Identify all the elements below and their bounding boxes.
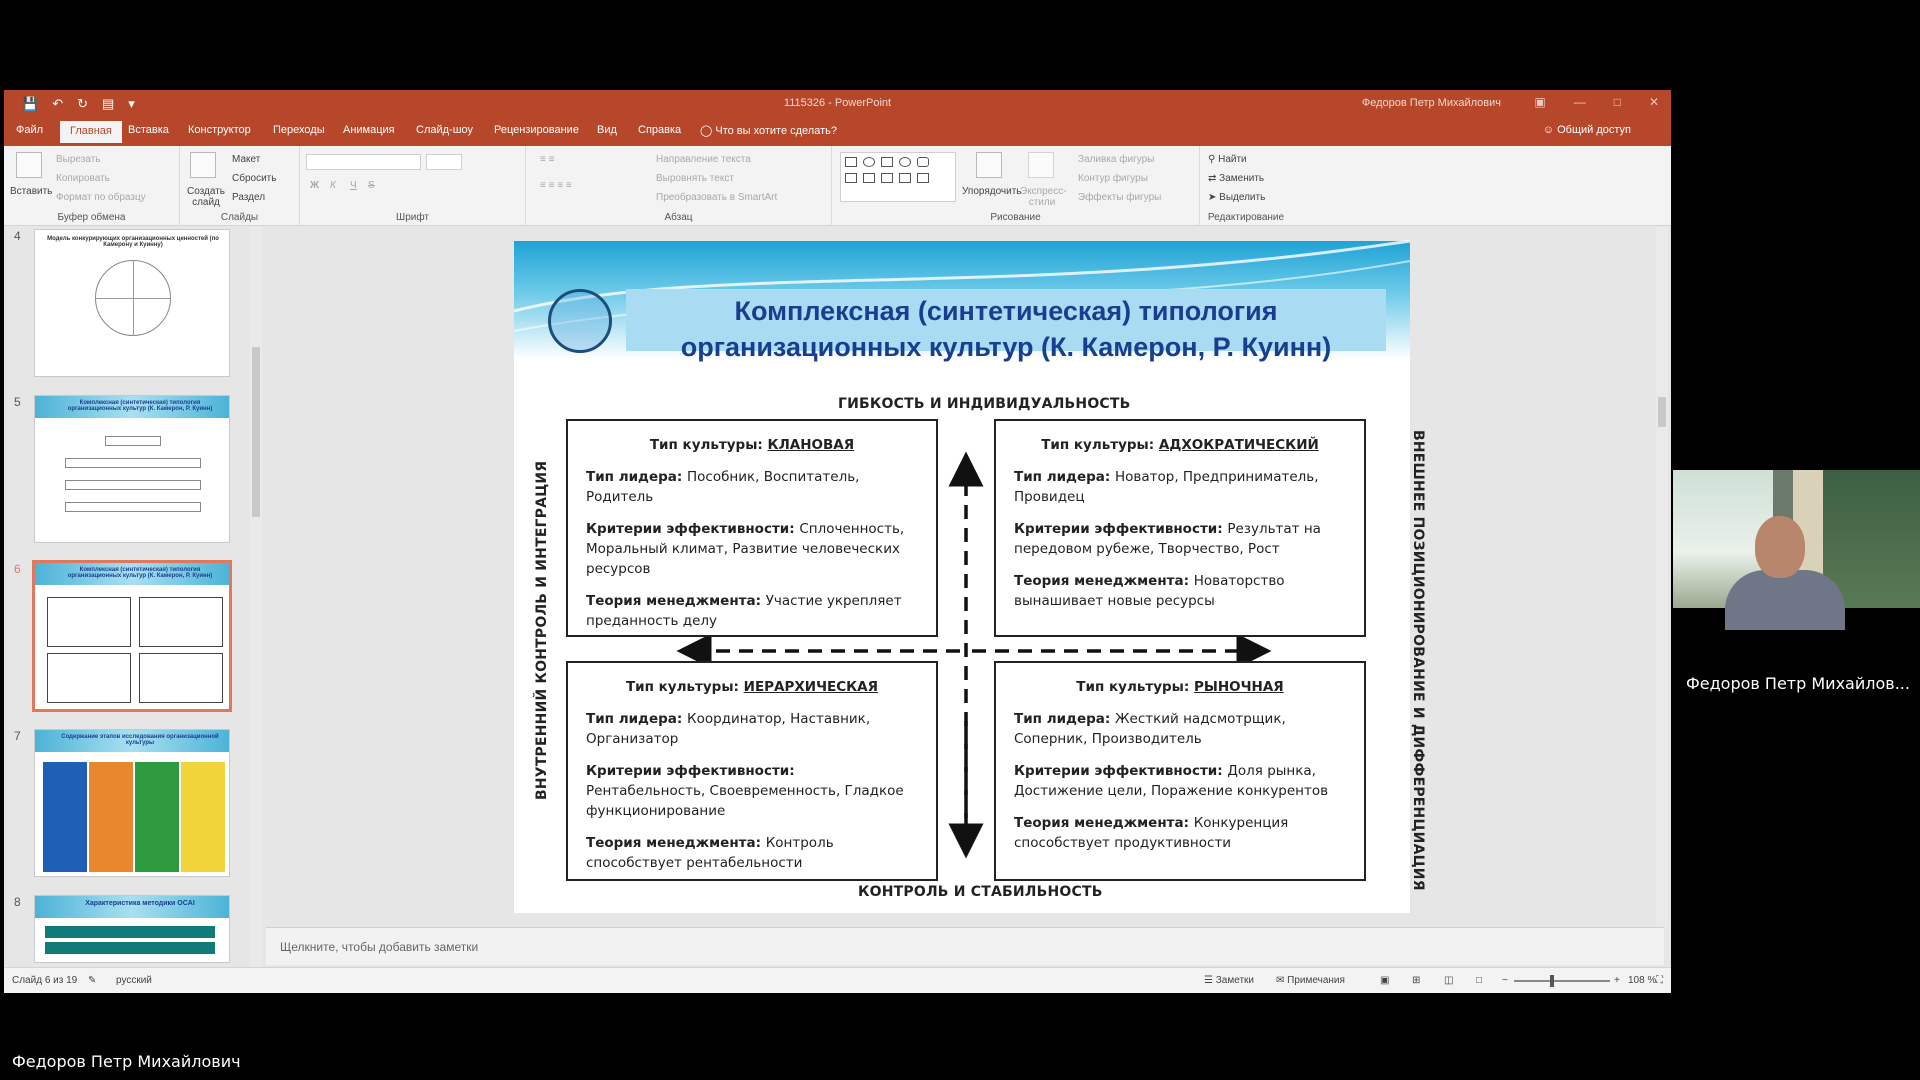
layout-button[interactable]: Макет [232,154,261,165]
zoom-level[interactable]: 108 % [1628,975,1657,986]
shape-fill-button[interactable]: Заливка фигуры [1078,154,1155,165]
new-slide-icon[interactable] [190,152,216,178]
slide-editing-area [266,227,1664,927]
maximize-icon[interactable]: □ [1613,95,1621,109]
quadrant-market[interactable] [994,661,1366,881]
slideshow-view-icon[interactable]: □ [1476,975,1483,986]
underline-button[interactable]: Ч [350,180,357,191]
comments-toggle[interactable]: ✉ Примечания [1276,975,1345,986]
window-controls [1534,95,1659,109]
bottom-axis-label: КОНТРОЛЬ И СТАБИЛЬНОСТЬ [858,884,1103,900]
tab-review[interactable]: Рецензирование [494,124,579,136]
participant-video-name: Федоров Петр Михайлов... [1686,674,1910,693]
clipboard-group-label: Буфер обмена [57,212,126,223]
slide-thumbnail-5[interactable] [34,395,230,543]
arrange-button[interactable]: Упорядочить [962,186,1022,197]
font-group [300,146,526,226]
reset-button[interactable]: Сбросить [232,173,277,184]
culture-type: Тип культуры: ИЕРАРХИЧЕСКАЯ [625,679,879,695]
copy-button[interactable]: Копировать [56,173,110,184]
font-name-select[interactable] [306,154,421,170]
customize-qat-icon[interactable]: ▾ [128,96,135,111]
thumbnail-title: Характеристика методики OCAI [85,900,195,907]
shape-outline-button[interactable]: Контур фигуры [1078,173,1148,184]
effectiveness-criteria: Критерии эффективности: Результат на передовом рубеже, Творчество, Рост [1014,521,1321,557]
powerpoint-window [4,90,1671,993]
lightbulb-icon: ◯ [700,125,716,137]
slide-sorter-icon[interactable]: ⊞ [1412,975,1421,986]
active-speaker-name: Федоров Петр Михайлович [12,1052,241,1071]
select-button[interactable]: ➤ Выделить [1208,192,1266,203]
tab-slideshow[interactable]: Слайд-шоу [416,124,474,136]
culture-type: Тип культуры: АДХОКРАТИЧЕСКИЙ [1041,437,1319,453]
slide-thumbnail-6-selected[interactable] [32,560,232,712]
paragraph-group [526,146,832,226]
leader-type: Тип лидера: Координатор, Наставник, Организатор [586,711,871,747]
find-button[interactable]: ⚲ Найти [1208,154,1247,165]
redo-icon[interactable]: ↻ [77,96,88,111]
paste-icon[interactable] [16,152,42,178]
tell-me-search[interactable]: ◯ Что вы хотите сделать? [700,125,837,137]
reading-view-icon[interactable]: ◫ [1444,975,1454,986]
culture-type: Тип культуры: РЫНОЧНАЯ [1076,679,1284,695]
thumbnail-number: 4 [14,229,21,243]
bullets-icon[interactable]: ≡ ≡ [540,154,555,165]
participant-video[interactable] [1673,470,1920,608]
tab-view[interactable]: Вид [597,124,617,136]
ribbon-tabs [4,118,1671,146]
convert-smartart-button[interactable]: Преобразовать в SmartArt [656,192,778,203]
ribbon-display-icon[interactable]: ▣ [1534,95,1546,109]
leader-type: Тип лидера: Пособник, Воспитатель, Родитель [586,469,860,505]
effectiveness-criteria: Критерии эффективности: Сплоченность, Моральный климат, Развитие человеческих ресурсов [586,521,905,577]
arrange-icon[interactable] [976,152,1002,178]
quick-styles-icon[interactable] [1028,152,1054,178]
align-icons[interactable]: ≡ ≡ ≡ ≡ [540,180,572,191]
quadrant-hierarchy[interactable] [566,661,938,881]
slides-group [180,146,300,226]
tab-animations[interactable]: Анимация [343,124,395,136]
scroll-thumb[interactable] [1658,397,1666,427]
thumbnail-number: 8 [14,895,21,909]
format-painter-button[interactable]: Формат по образцу [56,192,146,203]
close-icon[interactable]: ✕ [1648,95,1659,109]
document-title: 1115326 - PowerPoint [783,97,892,109]
cut-button[interactable]: Вырезать [56,154,101,165]
align-text-button[interactable]: Выровнять текст [656,173,734,184]
editing-group [1200,146,1292,226]
font-group-label: Шрифт [396,212,429,223]
effectiveness-criteria: Критерии эффективности: Доля рынка, Достижение цели, Поражение конкурентов [1014,763,1329,799]
thumbnail-title: Комплексная (синтетическая) типология организационных культур (К. Камерон, Р. Куинн) [67,567,213,579]
tab-file[interactable]: Файл [16,124,44,136]
zoom-slider[interactable] [1514,980,1610,982]
notes-pane[interactable] [266,927,1664,965]
slide-vertical-scrollbar[interactable] [1656,227,1668,927]
left-axis-label: ВНУТРЕННИЙ КОНТРОЛЬ И ИНТЕГРАЦИЯ [534,460,550,800]
management-theory: Теория менеджмента: Контроль способствует рентабельности [586,835,834,871]
normal-view-icon[interactable]: ▣ [1380,975,1390,986]
shape-effects-button[interactable]: Эффекты фигуры [1078,192,1162,203]
slide-thumbnails-pane [4,227,266,967]
tab-transitions[interactable]: Переходы [273,124,325,136]
undo-icon[interactable]: ↶ [52,96,64,111]
drawing-group [832,146,1200,226]
strikethrough-button[interactable]: S [368,180,375,191]
slide-thumbnail-4[interactable] [34,229,230,377]
slide-title[interactable]: Комплексная (синтетическая) типология организационных культур (К. Камерон, Р. Куинн) [680,296,1332,362]
clipboard-group [4,146,180,226]
zoom-slider-knob[interactable] [1550,975,1554,987]
paste-button[interactable]: Вставить [10,186,53,197]
account-user-name[interactable]: Федоров Петр Михайлович [1361,97,1501,109]
spellcheck-icon[interactable]: ✎ [88,975,97,986]
notes-placeholder[interactable]: Щелкните, чтобы добавить заметки [280,940,479,954]
leader-type: Тип лидера: Новатор, Предприниматель, Провидец [1014,469,1319,505]
italic-button[interactable]: К [330,180,336,191]
status-bar [4,967,1671,993]
drawing-group-label: Рисование [990,212,1041,223]
replace-button[interactable]: ⇄ Заменить [1208,173,1265,184]
slide-thumbnail-7[interactable] [34,729,230,877]
bold-button[interactable]: Ж [310,180,320,191]
quadrant-adhocracy[interactable] [994,419,1366,637]
quick-styles-button[interactable]: Экспресс-стили [1020,186,1067,208]
quadrant-clan[interactable] [566,419,938,637]
start-slideshow-icon[interactable]: ▤ [102,96,115,111]
leader-type: Тип лидера: Жесткий надсмотрщик, Соперник, Производитель [1014,711,1286,747]
culture-type: Тип культуры: КЛАНОВАЯ [649,437,855,453]
thumbnail-number: 7 [14,729,21,743]
fit-slide-icon[interactable]: ⛶ [1656,975,1663,986]
title-bar [4,90,1671,118]
top-axis-label: ГИБКОСТЬ И ИНДИВИДУАЛЬНОСТЬ [838,396,1131,412]
participant-face [1755,516,1805,578]
thumbnail-title: Содержание этапов исследования организационной культуры [61,734,219,746]
management-theory: Теория менеджмента: Конкуренция способствует продуктивности [1014,815,1289,851]
new-slide-button[interactable]: Создать слайд [186,186,225,208]
shapes-gallery[interactable] [840,152,956,202]
slide-counter: Слайд 6 из 19 [12,975,78,986]
ribbon [4,146,1671,226]
management-theory: Теория менеджмента: Новаторство вынашивает новые ресурсы [1014,573,1285,609]
person-icon: ☺ [1542,124,1558,136]
editing-group-label: Редактирование [1207,212,1285,223]
zoom-in-icon[interactable]: + [1614,975,1620,986]
effectiveness-criteria: Критерии эффективности: Рентабельность, Своевременность, Гладкое функционирование [586,763,904,819]
font-size-select[interactable] [426,154,462,170]
paragraph-group-label: Абзац [664,212,693,223]
section-button[interactable]: Раздел [232,192,266,203]
thumbnails-scrollbar[interactable] [250,227,262,967]
thumbnail-title: Модель конкурирующих организационных ценностей (по Камерону и Куинну) [47,236,219,248]
scroll-thumb[interactable] [252,347,260,517]
tab-design[interactable]: Конструктор [188,124,251,136]
notes-toggle[interactable]: ☰ Заметки [1204,975,1254,986]
slide-thumbnail-8[interactable] [34,895,230,963]
text-direction-button[interactable]: Направление текста [656,154,751,165]
thumbnail-number: 5 [14,395,21,409]
tab-help[interactable]: Справка [638,124,682,136]
slides-group-label: Слайды [220,212,259,223]
management-theory: Теория менеджмента: Участие укрепляет преданность делу [586,593,902,629]
save-icon[interactable]: 💾 [22,96,39,111]
language-indicator[interactable]: русский [116,975,152,986]
zoom-out-icon[interactable]: − [1502,975,1508,986]
minimize-icon[interactable]: — [1573,95,1586,109]
thumbnail-number: 6 [14,562,21,576]
slide-canvas[interactable] [514,241,1426,913]
tab-home[interactable]: Главная [60,121,122,143]
share-button[interactable]: ☺ Общий доступ [1542,124,1631,136]
right-axis-label: ВНЕШНЕЕ ПОЗИЦИОНИРОВАНИЕ И ДИФФЕРЕНЦИАЦИЯ [1410,430,1426,891]
tab-insert[interactable]: Вставка [128,124,169,136]
thumbnail-title: Комплексная (синтетическая) типология организационных культур (К. Камерон, Р. Куинн) [67,400,213,412]
